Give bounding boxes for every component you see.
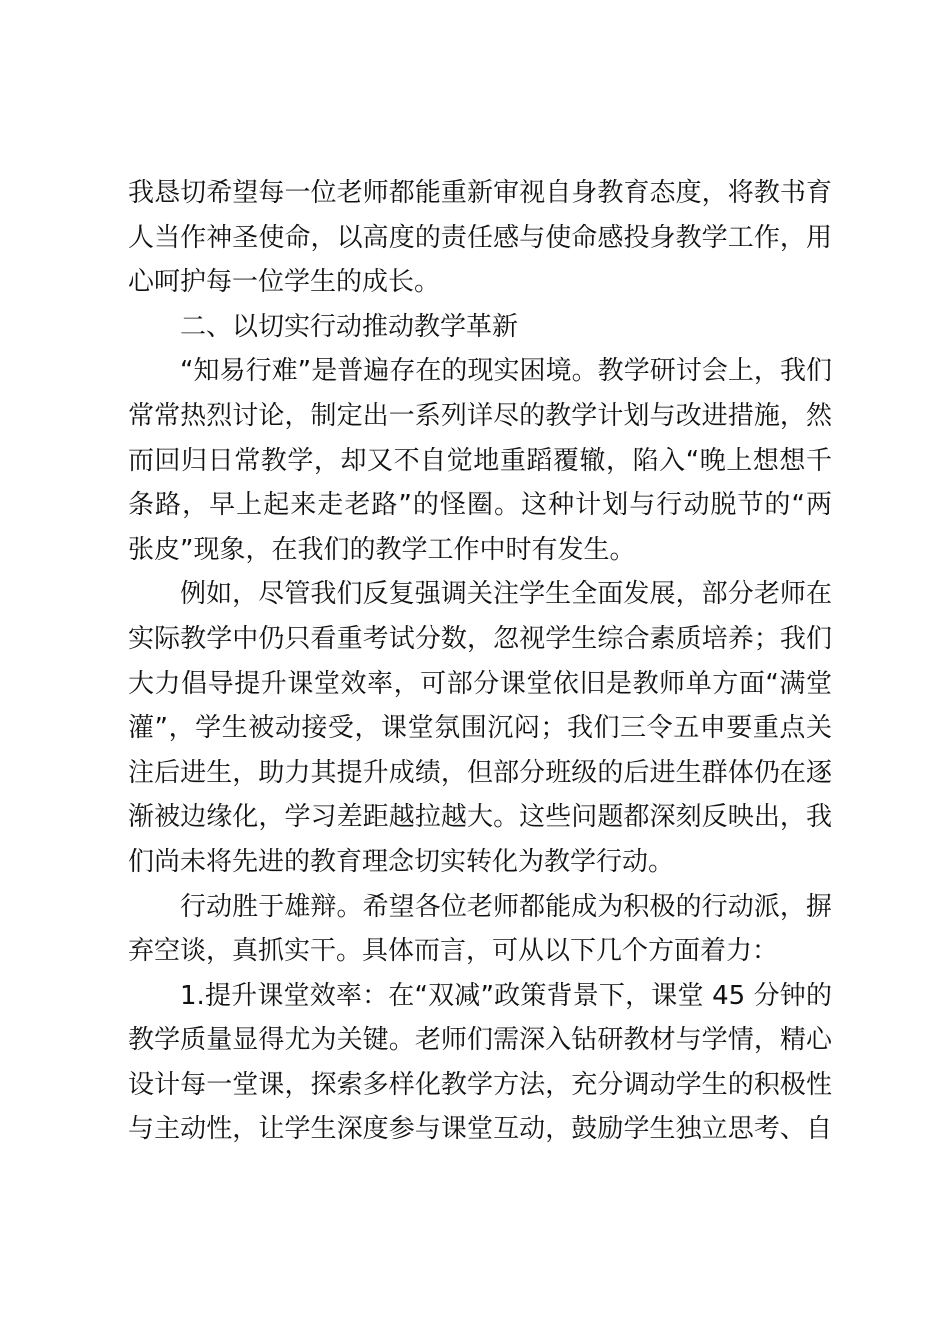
text-line: 弃空谈，真抓实干。具体而言，可从以下几个方面着力： xyxy=(128,936,779,967)
text-line: 张皮”现象，在我们的教学工作中时有发生。 xyxy=(128,534,636,565)
text-line: 常常热烈讨论，制定出一系列详尽的教学计划与改进措施，然 xyxy=(128,400,832,431)
text-line: 心呵护每一位学生的成长。 xyxy=(128,267,441,298)
paragraph-first-line: 例如，尽管我们反复强调关注学生全面发展，部分老师在 xyxy=(180,579,832,610)
paragraph-first-line: 1.提升课堂效率：在“双减”政策背景下，课堂 45 分钟的 xyxy=(180,980,832,1011)
text-line: 实际教学中仍只看重考试分数，忽视学生综合素质培养；我们 xyxy=(128,623,832,654)
text-line: 灌”，学生被动接受，课堂氛围沉闷；我们三令五申要重点关 xyxy=(128,713,832,744)
text-line: 与主动性，让学生深度参与课堂互动，鼓励学生独立思考、自 xyxy=(128,1114,832,1145)
text-line: 教学质量显得尤为关键。老师们需深入钻研教材与学情，精心 xyxy=(128,1025,832,1056)
text-line: 而回归日常教学，却又不自觉地重蹈覆辙，陷入“晚上想想千 xyxy=(128,445,832,476)
text-line: 条路，早上起来走老路”的怪圈。这种计划与行动脱节的“两 xyxy=(128,490,832,521)
text-line: 我恳切希望每一位老师都能重新审视自身教育态度，将教书育 xyxy=(128,178,832,208)
text-line: 们尚未将先进的教育理念切实转化为教学行动。 xyxy=(128,846,675,877)
paragraph-first-line: 二、以切实行动推动教学革新 xyxy=(180,311,519,342)
text-line: 渐被边缘化，学习差距越拉越大。这些问题都深刻反映出，我 xyxy=(128,802,832,833)
body-text xyxy=(128,171,832,1152)
text-line: 设计每一堂课，探索多样化教学方法，充分调动学生的积极性 xyxy=(128,1069,832,1100)
paragraph-first-line: “知易行难”是普遍存在的现实困境。教学研讨会上，我们 xyxy=(180,356,832,387)
paragraph-first-line: 行动胜于雄辩。希望各位老师都能成为积极的行动派，摒 xyxy=(180,891,832,922)
text-line: 大力倡导提升课堂效率，可部分课堂依旧是教师单方面“满堂 xyxy=(128,668,832,699)
text-line: 人当作神圣使命，以高度的责任感与使命感投身教学工作，用 xyxy=(128,222,832,253)
text-line: 注后进生，助力其提升成绩，但部分班级的后进生群体仍在逐 xyxy=(128,757,832,788)
